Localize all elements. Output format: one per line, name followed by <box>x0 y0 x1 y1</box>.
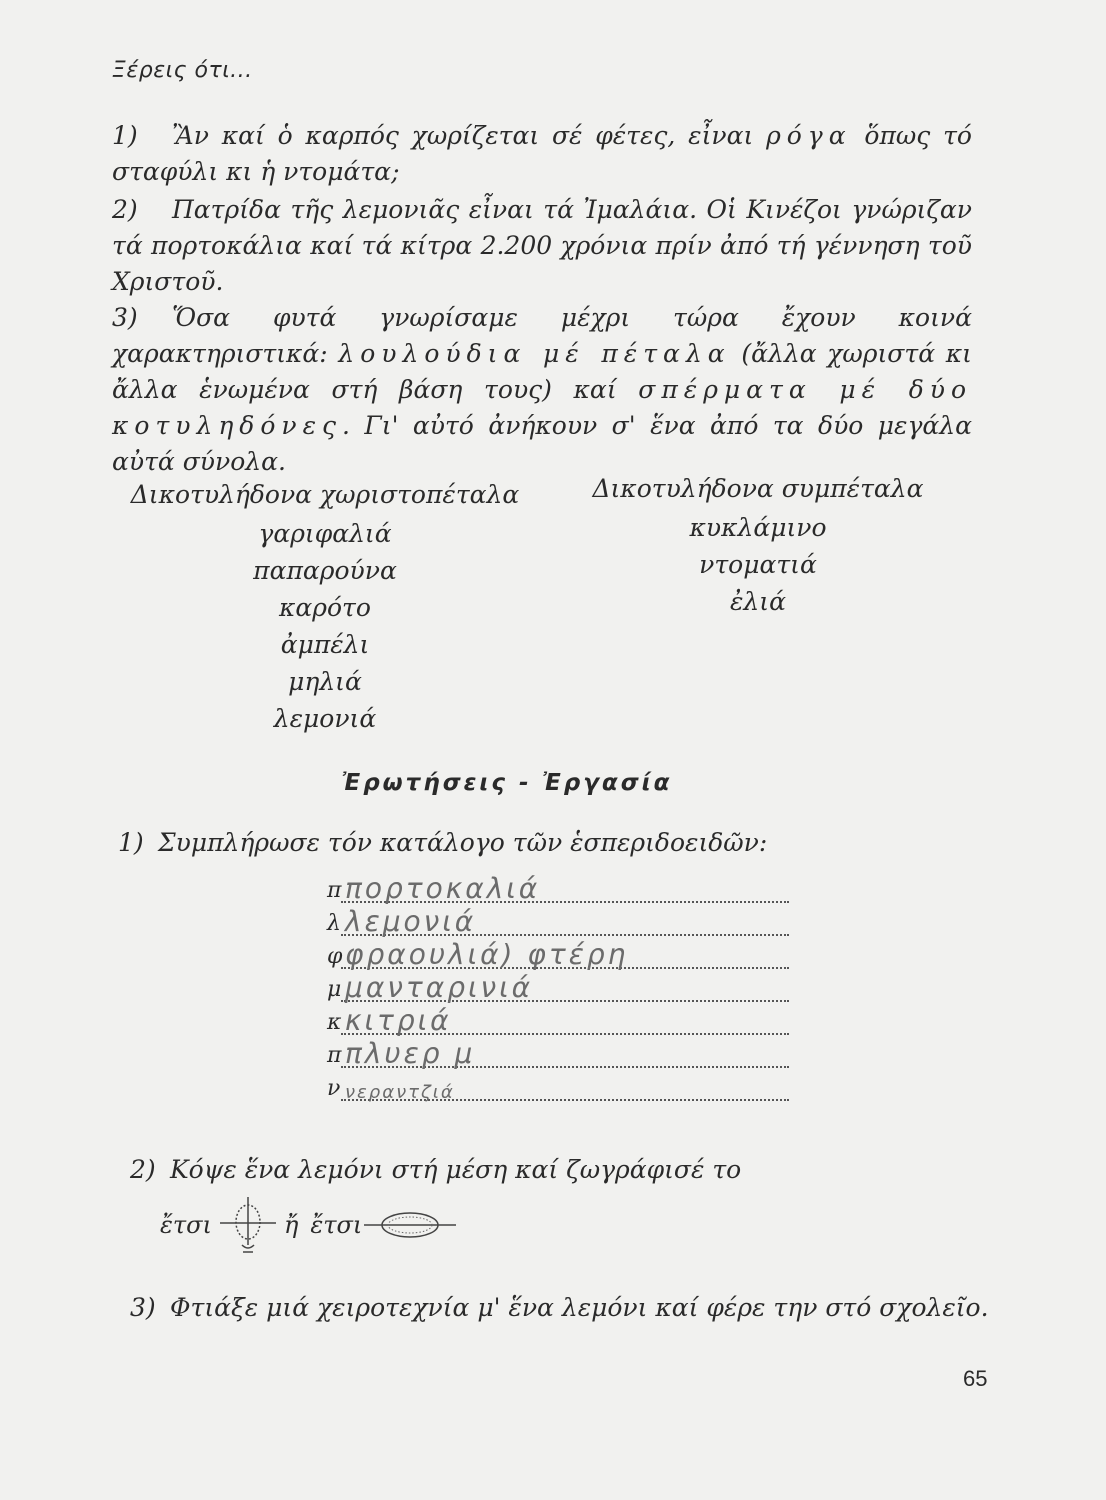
list-item: καρότο <box>279 593 371 622</box>
question-text: Κόψε ἕνα λεμόνι στή μέση καί ζωγράφισέ το <box>170 1155 742 1184</box>
handwritten-answer: κιτριά <box>345 1004 452 1037</box>
fact-text: ὅπως τό σταφύλι κι ἡ ντομάτα; <box>112 121 972 186</box>
fact-number: 1) <box>112 121 138 150</box>
row-letter: π <box>327 1043 342 1068</box>
question-text: Συμπλήρωσε τόν κατάλογο τῶν ἑσπεριδοειδῶν: <box>158 828 768 857</box>
sympetalous-list <box>588 470 928 620</box>
row-letter: φ <box>327 944 343 969</box>
answer-line[interactable] <box>341 971 789 1004</box>
list-item: κυκλάμινο <box>689 513 827 542</box>
list-item: ἀμπέλι <box>280 630 370 659</box>
citrus-fill-list <box>327 870 789 1101</box>
spaced-term: σπέρματα μέ δύο κοτυληδόνες <box>112 375 972 440</box>
fill-row <box>327 969 789 1002</box>
fact-text: (ἄλλα χωριστά κι ἄλλα ἑνωμένα στή βάση τους) καί <box>112 339 972 404</box>
page-number: 65 <box>963 1366 988 1391</box>
fill-row <box>327 1068 789 1101</box>
row-letter: π <box>327 878 342 903</box>
list-item: μηλιά <box>288 667 362 696</box>
list-item: παπαρούνα <box>253 556 397 585</box>
column-title: Δικοτυλήδονα συμπέταλα <box>592 474 924 503</box>
fill-row <box>327 903 789 936</box>
answer-line[interactable] <box>341 1079 789 1101</box>
fill-row <box>327 1035 789 1068</box>
etsi-label: ἔτσι <box>310 1211 363 1239</box>
row-letter: κ <box>327 1010 342 1035</box>
fill-row <box>327 870 789 903</box>
answer-line[interactable] <box>341 938 789 971</box>
answer-line[interactable] <box>341 1004 789 1037</box>
lemon-halves-icon <box>364 1205 456 1245</box>
row-letter: μ <box>327 977 342 1002</box>
answer-line[interactable] <box>341 905 789 938</box>
row-letter: ν <box>327 1076 341 1101</box>
question-3 <box>130 1293 989 1322</box>
handwritten-answer: νεραντζιά <box>345 1082 455 1103</box>
etsi-label: ἔτσι <box>160 1211 212 1239</box>
question-number: 1) <box>118 828 144 857</box>
fact-paragraph-2 <box>112 192 972 300</box>
question-number: 3) <box>130 1293 156 1322</box>
fill-row <box>327 936 789 969</box>
fact-text: Ὅσα φυτά γνωρίσαμε μέχρι τώρα ἔχουν κοινά χαρακτηριστικά: <box>112 303 972 368</box>
fact-number: 3) <box>112 303 138 332</box>
handwritten-answer: πορτοκαλιά <box>345 872 541 905</box>
fill-row <box>327 1002 789 1035</box>
list-item: γαριφαλιά <box>258 519 392 548</box>
fact-text: Ἂν καί ὁ καρπός χωρίζεται σέ φέτες, εἶναι <box>172 121 767 150</box>
handwritten-answer: πλυερ μ <box>345 1037 476 1070</box>
question-2 <box>130 1155 741 1184</box>
or-label: ἤ <box>283 1211 299 1239</box>
column-title: Δικοτυλήδονα χωριστοπέταλα <box>130 480 520 509</box>
fact-paragraph-3 <box>112 300 972 480</box>
list-item: ντοματιά <box>699 550 817 579</box>
answer-line[interactable] <box>341 872 789 905</box>
lemon-cut-examples <box>160 1195 456 1255</box>
fact-text: . Γι' αὐτό ἀνήκουν σ' ἕνα ἀπό τα δύο μεγάλα αὐτά σύνολα. <box>112 411 972 476</box>
handwritten-answer: λεμονιά <box>345 905 477 938</box>
answer-line[interactable] <box>341 1037 789 1070</box>
handwritten-answer: φραουλιά) φτέρη <box>345 938 629 971</box>
fact-text: Πατρίδα τῆς λεμονιᾶς εἶναι τά Ἰμαλάια. Οἱ Κινέζοι γνώριζαν τά πορτοκάλια καί τά κίτρα 2.200 χρόνια πρίν ἀπό τή γέννηση τοῦ Χριστοῦ. <box>112 195 972 296</box>
row-letter: λ <box>327 911 341 936</box>
spaced-term: ρόγα <box>766 121 852 150</box>
questions-section-title: Ἐρωτήσεις - Ἐργασία <box>342 770 673 796</box>
fact-number: 2) <box>112 195 138 224</box>
question-text: Φτιάξε μιά χειροτεχνία μ' ἕνα λεμόνι καί φέρε την στό σχολεῖο. <box>170 1293 989 1322</box>
did-you-know-heading: Ξέρεις ότι... <box>112 58 253 83</box>
question-number: 2) <box>130 1155 156 1184</box>
list-item: ἐλιά <box>730 587 786 616</box>
handwritten-answer: μανταρινιά <box>345 971 534 1004</box>
polypetalous-list <box>130 476 520 737</box>
list-item: λεμονιά <box>273 704 377 733</box>
question-1 <box>118 828 767 857</box>
spaced-term: λουλούδια μέ πέταλα <box>338 339 731 368</box>
fact-paragraph-1 <box>112 118 972 190</box>
lemon-cross-section-icon <box>218 1195 278 1255</box>
